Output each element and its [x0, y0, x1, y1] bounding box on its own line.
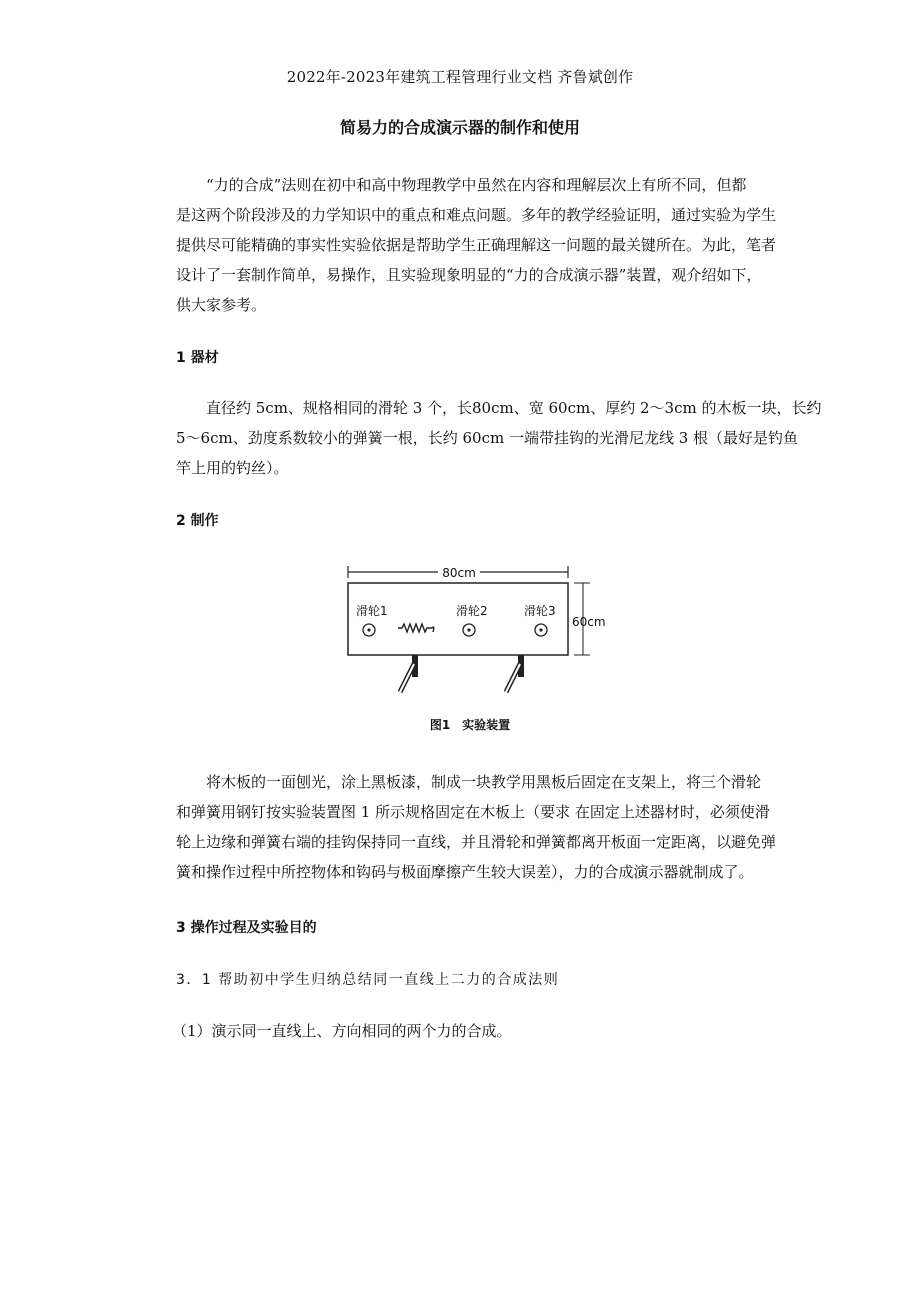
materials-line: 5～6cm、劲度系数较小的弹簧一根，长约 60cm 一端带挂钩的光滑尼龙线 3 根（最好是钓鱼 [176, 429, 799, 447]
height-label: 60cm [572, 615, 606, 629]
support-leg-right [506, 655, 524, 692]
subsection-heading: 3．1 帮助初中学生归纳总结同一直线上二力的合成法则 [176, 972, 560, 988]
construction-paragraph [176, 767, 796, 887]
construction-line: 簧和操作过程中所控物体和钩码与极面摩擦产生较大误差），力的合成演示器就制成了。 [176, 863, 754, 881]
support-leg-left [400, 655, 418, 692]
materials-line: 竿上用的钓丝）。 [176, 459, 289, 477]
pulley-2-label: 滑轮2 [456, 604, 488, 618]
section-heading-materials: 1 器材 [176, 350, 219, 366]
construction-line: 将木板的一面刨光，涂上黑板漆，制成一块教学用黑板后固定在支架上，将三个滑轮 [206, 773, 762, 791]
procedure-item: （1）演示同一直线上、方向相同的两个力的合成。 [172, 1022, 512, 1040]
page-header: 2022年-2023年建筑工程管理行业文档 齐鲁斌创作 [286, 68, 634, 86]
construction-line: 轮上边缘和弹簧右端的挂钩保持同一直线，并且滑轮和弹簧都离开板面一定距离，以避免弹 [176, 833, 777, 851]
pulley-1-icon [363, 624, 375, 636]
materials-line: 直径约 5cm、规格相同的滑轮 3 个，长80cm、宽 60cm、厚约 2～3cm 的木板一块，长约 [206, 399, 822, 417]
pulley-3-label: 滑轮3 [524, 604, 556, 618]
pulley-3-icon [535, 624, 547, 636]
pulley-1-label: 滑轮1 [356, 604, 388, 618]
intro-line: 供大家参考。 [176, 296, 267, 314]
intro-line: 提供尽可能精确的事实性实验依据是帮助学生正确理解这一问题的最关键所在。为此，笔者 [176, 236, 777, 254]
materials-paragraph [176, 393, 822, 483]
wooden-board [348, 583, 568, 655]
intro-paragraph [176, 170, 796, 320]
intro-line: 设计了一套制作简单，易操作，且实验现象明显的“力的合成演示器”装置，观介绍如下， [176, 266, 762, 284]
construction-line: 和弹簧用钢钉按实验装置图 1 所示规格固定在木板上（要求 在固定上述器材时，必须使滑 [176, 803, 770, 821]
section-heading-procedure: 3 操作过程及实验目的 [176, 920, 317, 936]
apparatus-diagram [340, 560, 620, 740]
section-heading-construction: 2 制作 [176, 513, 219, 529]
spring-icon [398, 624, 434, 632]
intro-line: 是这两个阶段涉及的力学知识中的重点和难点问题。多年的教学经验证明，通过实验为学生 [176, 206, 777, 224]
width-label: 80cm [442, 566, 476, 580]
document-title: 简易力的合成演示器的制作和使用 [339, 118, 580, 137]
figure-caption: 图1 实验装置 [429, 718, 511, 732]
apparatus-figure [340, 560, 620, 740]
intro-line: “力的合成”法则在初中和高中物理教学中虽然在内容和理解层次上有所不同，但都 [206, 176, 747, 194]
pulley-2-icon [463, 624, 475, 636]
